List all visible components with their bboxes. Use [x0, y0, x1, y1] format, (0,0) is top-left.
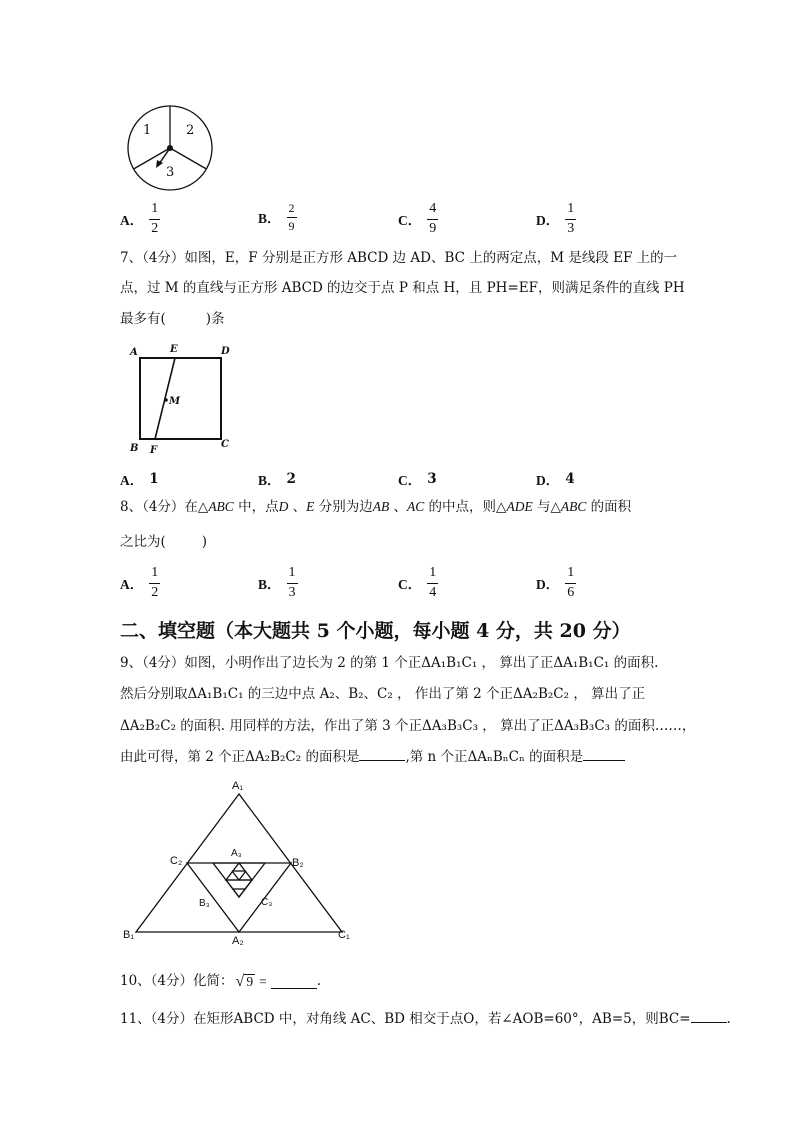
label-f: F [150, 445, 158, 456]
label-d: D [221, 346, 230, 357]
numerator: 1 [429, 565, 437, 580]
fraction [427, 566, 438, 600]
label-c2: C₂ [170, 855, 183, 867]
option-value: 4 [565, 471, 575, 487]
denominator: 3 [567, 220, 575, 236]
denominator: 9 [288, 218, 295, 233]
q8-option-a[interactable] [120, 566, 160, 600]
q8-var: AC [407, 499, 425, 514]
label-a2: A₂ [232, 935, 244, 947]
fraction [149, 202, 160, 236]
q6-option-a[interactable] [120, 202, 160, 236]
option-label: B． [258, 577, 281, 593]
spinner-figure [126, 104, 216, 194]
q10-end: . [316, 973, 321, 990]
q8-text: 与△ [532, 499, 561, 515]
q9-line-1: 9、（4分）如图，小明作出了边长为 2 的第 1 个正ΔA₁B₁C₁ ， 算出了正ΔA₁B₁C₁ 的面积. [120, 655, 659, 671]
label-c1: C₁ [338, 929, 350, 941]
numerator: 1 [567, 565, 575, 580]
option-label: A． [120, 213, 144, 229]
option-value: 3 [427, 471, 437, 487]
q8-option-c[interactable] [398, 566, 438, 600]
option-label: B． [258, 211, 281, 227]
q8-text: 8、（4分）在△ [120, 499, 209, 515]
q9-line-3: ΔA₂B₂C₂ 的面积. 用同样的方法，作出了第 3 个正ΔA₃B₃C₃ ， 算出了正ΔA₃B₃C₃ 的面积……， [120, 718, 696, 734]
numerator: 4 [429, 201, 437, 216]
q7-line-1: 7、（4分）如图，E，F 分别是正方形 ABCD 边 AD、BC 上的两定点，M 是线段 EF 上的一 [120, 250, 678, 266]
q7-option-d[interactable] [536, 469, 575, 489]
numerator: 1 [567, 201, 575, 216]
q6-option-b[interactable] [258, 202, 297, 232]
answer-blank[interactable] [583, 760, 625, 761]
q8-text: 的中点，则△ [424, 499, 507, 515]
q7-stem-tail: )条 [205, 311, 225, 327]
q8-var: E [306, 499, 315, 514]
option-label: A． [120, 473, 144, 488]
option-label: A． [120, 577, 144, 593]
label-b2: B₂ [292, 857, 304, 869]
q8-var: ABC [560, 499, 587, 514]
option-label: C． [398, 577, 422, 593]
label-c3: C₃ [261, 897, 273, 908]
q11-text: 11、（4分）在矩形ABCD 中，对角线 AC、BD 相交于点O，若∠AOB=60°，AB=5，则BC= [120, 1011, 691, 1027]
q9-line-4 [120, 751, 625, 765]
sqrt-expression [236, 974, 256, 990]
option-label: D． [536, 213, 560, 229]
radicand: 9 [246, 974, 254, 990]
q11-line [120, 1013, 731, 1027]
answer-blank[interactable] [271, 976, 317, 989]
nested-triangles-figure [120, 780, 360, 950]
q8-text: 、 [288, 499, 307, 515]
spinner-label-1: 1 [143, 123, 152, 138]
numerator: 1 [151, 201, 159, 216]
option-label: D． [536, 577, 560, 593]
fraction [565, 566, 576, 600]
q10-line [120, 974, 321, 990]
fraction [287, 202, 297, 232]
numerator: 2 [288, 201, 295, 215]
q6-option-c[interactable] [398, 202, 438, 236]
q9-text: ,第 n 个正ΔAₙBₙCₙ 的面积是 [405, 749, 584, 765]
q7-option-b[interactable] [258, 469, 296, 489]
label-a3: A₃ [231, 848, 242, 859]
option-label: D． [536, 473, 560, 488]
q8-text: 中，点 [233, 499, 279, 515]
q8-option-d[interactable] [536, 566, 576, 600]
q9-text: 由此可得，第 2 个正ΔA₂B₂C₂ 的面积是 [120, 749, 360, 765]
numerator: 1 [151, 565, 159, 580]
fraction [565, 202, 576, 236]
option-value: 1 [149, 471, 159, 487]
denominator: 6 [567, 584, 575, 600]
label-b3: B₃ [199, 898, 210, 909]
q11-end: . [726, 1011, 731, 1027]
q8-line-2 [120, 536, 207, 550]
option-label: B． [258, 473, 281, 488]
label-e: E [170, 344, 178, 355]
q8-text: 分别为边 [314, 499, 373, 515]
label-b: B [130, 443, 139, 454]
section-heading: 二、填空题（本大题共 5 个小题，每小题 4 分，共 20 分） [120, 620, 631, 642]
fraction [427, 202, 438, 236]
label-c: C [221, 439, 229, 450]
option-label: C． [398, 213, 422, 229]
answer-blank[interactable] [691, 1022, 727, 1023]
option-value: 2 [286, 471, 296, 487]
q8-var: ABC [208, 499, 234, 514]
spinner-label-3: 3 [166, 165, 175, 180]
label-a: A [130, 347, 138, 358]
q8-text: 、 [389, 499, 407, 515]
q8-line-1 [120, 500, 631, 515]
equals-sign: = [259, 974, 267, 990]
q7-stem-end: 最多有( [120, 311, 166, 327]
label-a1: A₁ [232, 780, 244, 792]
sqrt-icon: √ [235, 973, 245, 990]
q8-text: 的面积 [586, 499, 632, 515]
q10-text: 10、（4分）化简： [120, 973, 234, 990]
q8-var: AB [372, 499, 390, 514]
option-label: C． [398, 473, 422, 488]
q9-line-2: 然后分别取ΔA₁B₁C₁ 的三边中点 A₂、B₂、C₂ ， 作出了第 2 个正ΔA₂B₂C₂ ， 算出了正 [120, 686, 646, 702]
q8-var: D [278, 499, 289, 514]
spinner-label-2: 2 [186, 123, 195, 138]
fraction [149, 566, 160, 600]
fraction [287, 566, 298, 600]
q7-line-3 [120, 313, 225, 327]
denominator: 2 [151, 220, 159, 236]
denominator: 2 [151, 584, 159, 600]
q8-option-b[interactable] [258, 566, 298, 600]
denominator: 3 [288, 584, 296, 600]
numerator: 1 [288, 565, 296, 580]
q7-option-c[interactable] [398, 469, 437, 489]
q8-var: ADE [506, 499, 533, 514]
answer-blank[interactable] [359, 760, 405, 761]
q7-option-a[interactable] [120, 469, 159, 489]
label-b1: B₁ [123, 929, 135, 941]
denominator: 4 [429, 584, 437, 600]
q6-option-d[interactable] [536, 202, 576, 236]
label-m: M [169, 396, 181, 407]
q8-stem-end: 之比为( [120, 534, 166, 550]
q7-line-2: 点，过 M 的直线与正方形 ABCD 的边交于点 P 和点 H，且 PH=EF，则满足条件的直线 PH [120, 280, 685, 296]
q8-stem-tail: ) [201, 534, 208, 550]
denominator: 9 [429, 220, 437, 236]
square-figure [126, 342, 236, 460]
